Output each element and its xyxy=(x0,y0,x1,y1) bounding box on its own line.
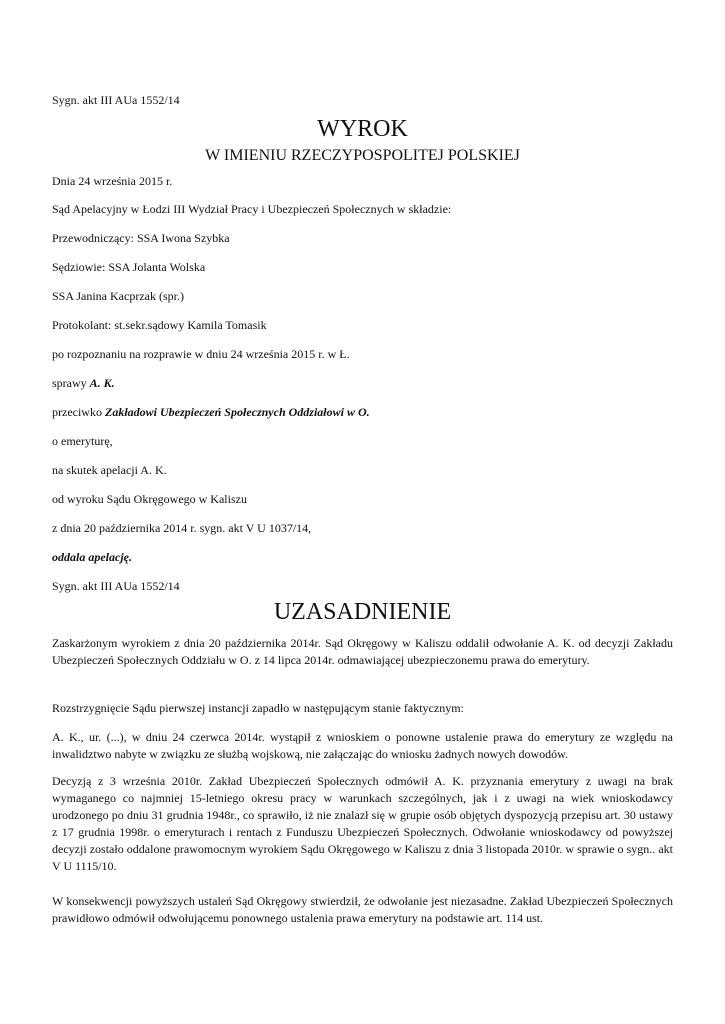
case-party-line xyxy=(52,376,115,390)
justification-paragraph: W konsekwencji powyższych ustaleń Sąd Okręgowy stwierdził, że odwołanie jest niezasadne. Zakład Ubezpieczeń Społecznych prawidłowo odmówił odwołującemu ponownego ustalenia prawa emerytury na podstawie art. 114 ust. xyxy=(52,894,673,925)
case-subject: o emeryturę, xyxy=(52,434,113,448)
court-composition: Sąd Apelacyjny w Łodzi III Wydział Pracy i Ubezpieczeń Społecznych w składzie: xyxy=(52,202,452,216)
chair-judge: Przewodniczący: SSA Iwona Szybka xyxy=(52,231,230,245)
appealed-judgment: od wyroku Sądu Okręgowego w Kaliszu xyxy=(52,492,247,506)
appealed-judgment-date: z dnia 20 października 2014 r. sygn. akt V U 1037/14, xyxy=(52,521,312,535)
document-page xyxy=(52,0,673,1024)
justification-paragraph: Rozstrzygnięcie Sądu pierwszej instancji zapadło w następującym stanie faktycznym: xyxy=(52,701,464,715)
verdict-title: WYROK xyxy=(317,116,408,142)
against-prefix: przeciwko xyxy=(52,405,105,419)
justification-paragraph: Decyzją z 3 września 2010r. Zakład Ubezpieczeń Społecznych odmówił A. K. przyznania emerytury z uwagi na brak wymaganego co najmniej 15-letniego okresu pracy w warunkach szczególnych, jak i z uwagi na wiek wnioskodawcy urodzonego po dniu 31 grudnia 1948r., co sprawiło, iż nie znalazł się w grupie osób objętych dyspozycją przepisu art. 30 ustawy z 17 grudnia 1998r. o emeryturach i rentach z Funduszu Ubezpieczeń Społecznych. Odwołanie wnioskodawcy od powyższej decyzji zostało oddalone prawomocnym wyrokiem Sądu Okręgowego w Kaliszu z dnia 3 listopada 2010r. w sprawie o sygn.. akt V U 1115/10. xyxy=(52,774,673,873)
court-clerk: Protokolant: st.sekr.sądowy Kamila Tomasik xyxy=(52,318,267,332)
justification-case-number: Sygn. akt III AUa 1552/14 xyxy=(52,579,180,593)
appeal-info: na skutek apelacji A. K. xyxy=(52,463,167,477)
verdict-date: Dnia 24 września 2015 r. xyxy=(52,174,173,188)
justification-title: UZASADNIENIE xyxy=(273,599,452,625)
against-party-line xyxy=(52,405,370,419)
hearing-info: po rozpoznaniu na rozprawie w dniu 24 września 2015 r. w Ł. xyxy=(52,347,350,361)
verdict-subtitle: W IMIENIU RZECZYPOSPOLITEJ POLSKIEJ xyxy=(205,147,520,164)
case-number: Sygn. akt III AUa 1552/14 xyxy=(52,93,180,107)
judges: Sędziowie: SSA Jolanta Wolska xyxy=(52,260,206,274)
case-party-prefix: sprawy xyxy=(52,376,90,390)
case-party: A. K. xyxy=(89,376,115,390)
decision: oddala apelację. xyxy=(52,550,132,564)
against-party: Zakładowi Ubezpieczeń Społecznych Oddziałowi w O. xyxy=(104,405,370,419)
judge-rapporteur: SSA Janina Kacprzak (spr.) xyxy=(52,289,184,303)
justification-paragraph: Zaskarżonym wyrokiem z dnia 20 października 2014r. Sąd Okręgowy w Kaliszu oddalił odwołanie A. K. od decyzji Zakładu Ubezpieczeń Społecznych Oddziału w O. z 14 lipca 2014r. odmawiającej ubezpieczonemu prawa do emerytury. xyxy=(52,636,673,667)
justification-paragraph: A. K., ur. (...), w dniu 24 czerwca 2014r. wystąpił z wnioskiem o ponowne ustalenie prawa do emerytury ze względu na inwalidztwo nabyte w związku ze służbą wojskową, nie załączając do wniosku żadnych nowych dowodów. xyxy=(52,730,673,761)
